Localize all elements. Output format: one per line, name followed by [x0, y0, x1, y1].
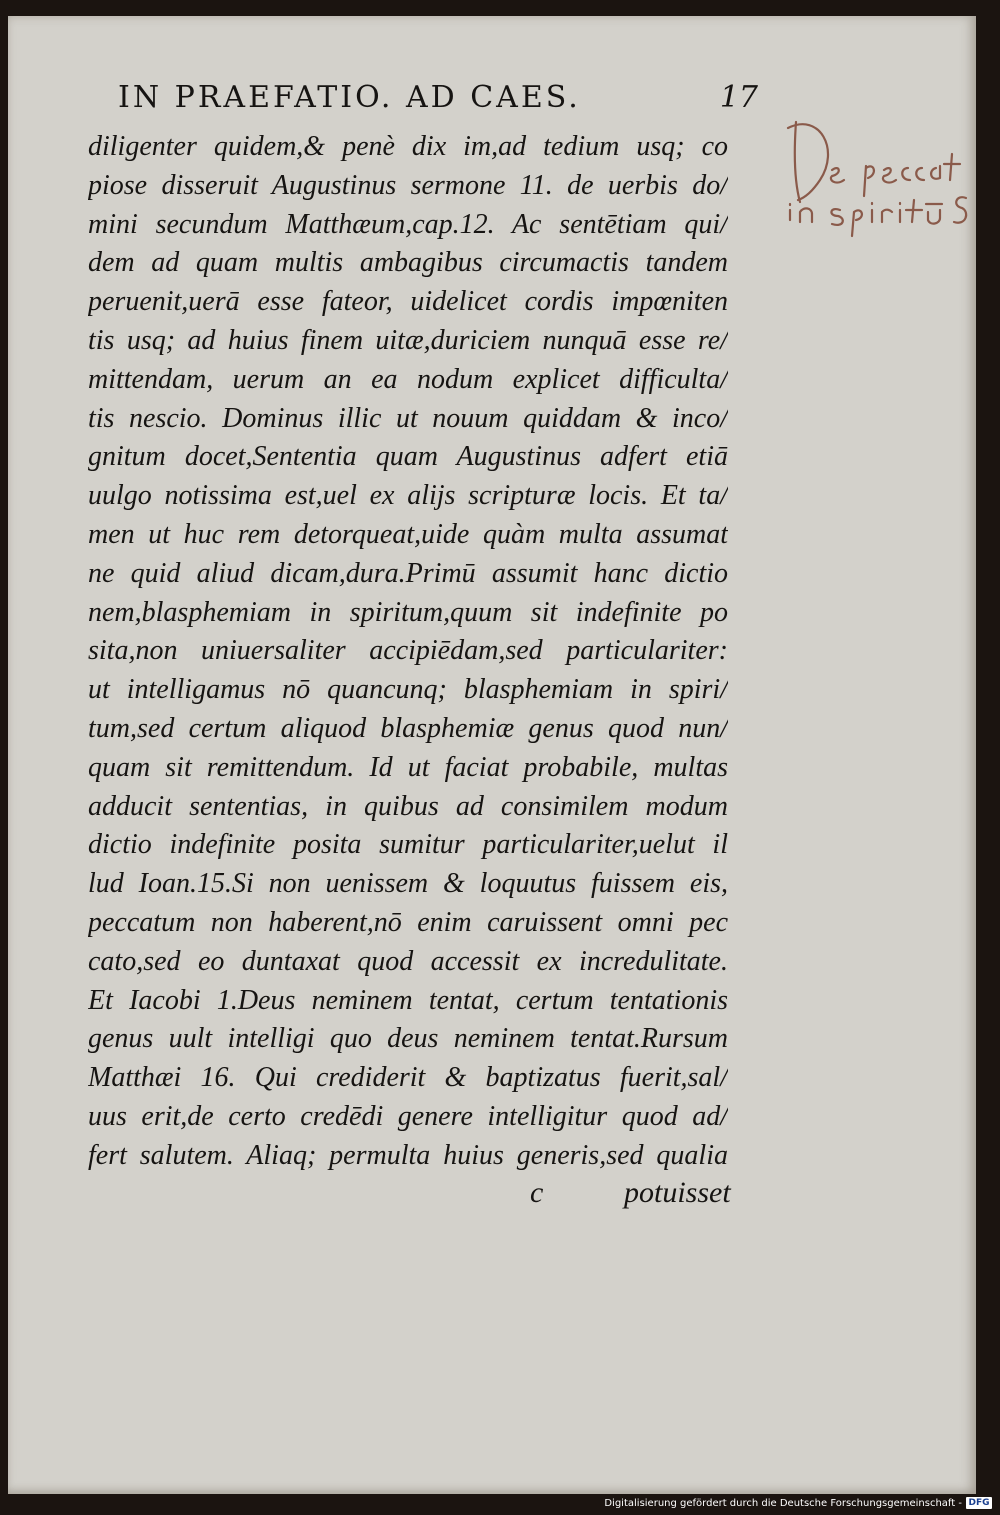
- text-line: diligenter quidem,& penè dix im,ad tedium usq; co: [88, 131, 728, 162]
- text-line: sita,non uniuersaliter accipiēdam,sed particulariter:: [88, 635, 728, 667]
- text-line: ut intelligamus nō quancunq; blasphemiam in spiri/: [88, 674, 728, 706]
- text-line: mini secundum Matthæum,cap.12. Ac sentētiam qui/: [88, 208, 728, 240]
- text-line: Et Iacobi 1.Deus neminem tentat, certum tentationis: [88, 984, 728, 1016]
- text-line: mittendam, uerum an ea nodum explicet difficulta/: [88, 363, 728, 395]
- handwriting-drawing: [770, 110, 970, 240]
- text-line: tum,sed certum aliquod blasphemiæ genus quod nun/: [88, 712, 728, 744]
- text-line: genus uult intelligi quo deus neminem tentat.Rursum: [88, 1023, 728, 1055]
- text-line: peruenit,uerā esse fateor, uidelicet cordis impœniten: [88, 286, 728, 318]
- handwritten-marginalia: [770, 110, 970, 240]
- catchword: potuisset: [624, 1176, 731, 1209]
- body-text: [88, 128, 728, 1176]
- text-line: quam sit remittendum. Id ut faciat probabile, multas: [88, 751, 728, 783]
- text-line: piose disseruit Augustinus sermone 11. de uerbis do/: [88, 169, 728, 201]
- page-header: [118, 80, 758, 120]
- text-line: gnitum docet,Sententia quam Augustinus adfert etiā: [88, 441, 728, 473]
- text-line: nem,blasphemiam in spiritum,quum sit indefinite po: [88, 596, 728, 628]
- text-line: peccatum non haberent,nō enim caruissent omni pec: [88, 906, 728, 938]
- text-line: lud Ioan.15.Si non uenissem & loquutus fuissem eis,: [88, 868, 728, 900]
- page-number: 17: [719, 80, 758, 115]
- text-line: uus erit,de certo credēdi genere intelligitur quod ad/: [88, 1100, 728, 1132]
- dfg-logo: DFG: [966, 1497, 992, 1509]
- text-line: fert salutem. Aliaq; permulta huius generis,sed qualia: [88, 1139, 728, 1171]
- text-line: tis nescio. Dominus illic ut nouum quiddam & inco/: [88, 402, 728, 434]
- text-line: men ut huc rem detorqueat,uide quàm multa assumat: [88, 518, 728, 550]
- signature-mark: c: [530, 1176, 544, 1209]
- text-line: ne quid aliud dicam,dura.Primū assumit hanc dictio: [88, 557, 728, 589]
- text-line: dem ad quam multis ambagibus circumactis tandem: [88, 247, 728, 279]
- digitization-footer: [604, 1495, 992, 1511]
- text-line: tis usq; ad huius finem uitæ,duriciem nunquā esse re/: [88, 324, 728, 356]
- text-line: Matthæi 16. Qui crediderit & baptizatus fuerit,sal/: [88, 1062, 728, 1094]
- funding-credit: Digitalisierung gefördert durch die Deutsche Forschungsgemeinschaft -: [604, 1497, 962, 1509]
- text-line: cato,sed eo duntaxat quod accessit ex incredulitate.: [88, 945, 728, 977]
- text-line: adducit sententias, in quibus ad consimilem modum: [88, 790, 728, 822]
- running-head: IN PRAEFATIO. AD CAES.: [118, 80, 581, 115]
- text-line: dictio indefinite posita sumitur particulariter,uelut il: [88, 829, 728, 861]
- text-line: uulgo notissima est,uel ex alijs scripturæ locis. Et ta/: [88, 480, 728, 512]
